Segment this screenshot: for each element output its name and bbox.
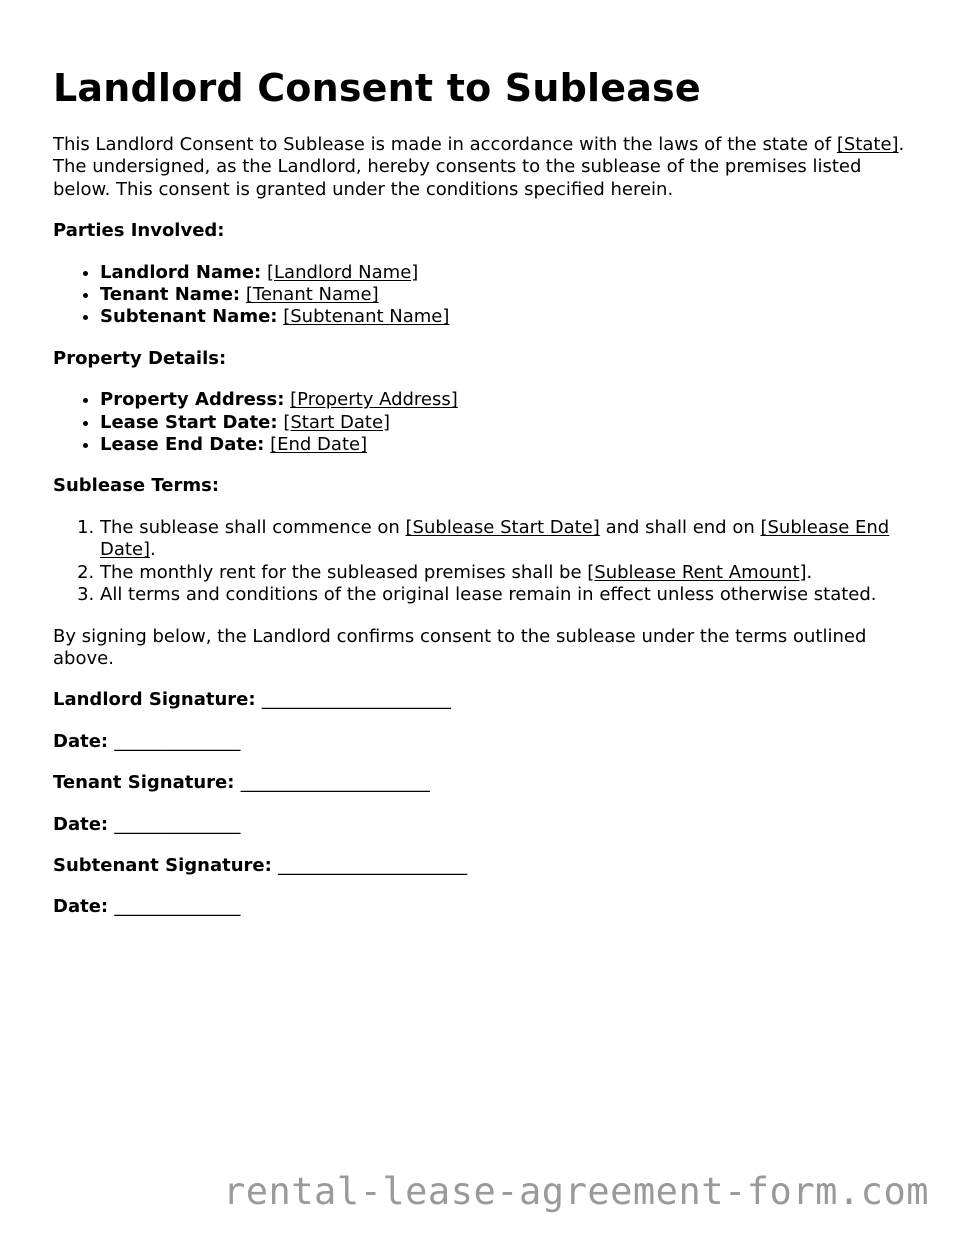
term1-text-b: and shall end on [599, 516, 761, 538]
subtenant-date-blank: ______________ [114, 896, 241, 918]
property-address-label: Property Address: [100, 389, 285, 411]
tenant-name-item [100, 284, 913, 306]
closing-paragraph: By signing below, the Landlord confirms consent to the sublease under the terms outlined above. [53, 625, 867, 669]
property-address-item [100, 389, 913, 411]
subtenant-name-label: Subtenant Name: [100, 306, 278, 328]
landlord-name-item [100, 262, 913, 284]
document-page [53, 62, 913, 938]
state-placeholder: [State] [836, 134, 899, 155]
tenant-name-placeholder: [Tenant Name] [245, 284, 379, 306]
term1-text-a: The sublease shall commence on [100, 516, 406, 538]
lease-end-label: Lease End Date: [100, 434, 265, 456]
parties-heading: Parties Involved: [53, 220, 225, 242]
term-item-1 [100, 517, 913, 562]
subtenant-name-item [100, 306, 913, 328]
landlord-date-label: Date: [53, 730, 109, 752]
terms-heading: Sublease Terms: [53, 475, 220, 497]
tenant-signature-label: Tenant Signature: [53, 772, 235, 794]
tenant-date-label: Date: [53, 813, 109, 835]
property-address-placeholder: [Property Address] [290, 389, 458, 411]
intro-text-a: This Landlord Consent to Sublease is made in accordance with the laws of the state of [53, 134, 837, 155]
intro-paragraph [53, 134, 913, 201]
subtenant-date-label: Date: [53, 896, 109, 918]
lease-start-placeholder: [Start Date] [283, 411, 391, 433]
lease-end-item [100, 434, 913, 456]
landlord-date-line [53, 731, 913, 753]
tenant-signature-blank: _____________________ [240, 772, 430, 794]
property-list [53, 389, 913, 456]
subtenant-signature-label: Subtenant Signature: [53, 854, 272, 876]
term2-text-b: . [806, 561, 813, 583]
landlord-name-placeholder: [Landlord Name] [267, 261, 419, 283]
property-heading: Property Details: [53, 347, 227, 369]
terms-list [53, 517, 913, 607]
landlord-date-blank: ______________ [114, 730, 241, 752]
site-watermark: rental-lease-agreement-form.com [222, 1170, 929, 1213]
lease-start-item [100, 412, 913, 434]
landlord-name-label: Landlord Name: [100, 261, 262, 283]
term1-text-c: . [150, 539, 156, 561]
landlord-signature-line [53, 689, 913, 711]
term-item-3: 3. All terms and conditions of the original lease remain in effect unless otherwise stated. [100, 584, 913, 606]
sublease-rent-placeholder: [Sublease Rent Amount] [587, 561, 807, 583]
lease-start-label: Lease Start Date: [100, 411, 278, 433]
parties-list [53, 262, 913, 329]
intro-text-b: . The undersigned, as the Landlord, hereby consents to the sublease of the premises listed below. This consent is granted under the conditions specified herein. [53, 134, 905, 200]
lease-end-placeholder: [End Date] [270, 434, 368, 456]
landlord-signature-blank: _____________________ [261, 689, 451, 711]
term-item-2 [100, 562, 913, 584]
tenant-signature-line [53, 772, 913, 794]
subtenant-signature-blank: _____________________ [278, 854, 468, 876]
subtenant-name-placeholder: [Subtenant Name] [283, 306, 450, 328]
sublease-start-placeholder: [Sublease Start Date] [405, 516, 600, 538]
tenant-name-label: Tenant Name: [100, 284, 241, 306]
tenant-date-line [53, 814, 913, 836]
subtenant-signature-line [53, 855, 913, 877]
tenant-date-blank: ______________ [114, 813, 241, 835]
subtenant-date-line [53, 896, 913, 918]
document-title: Landlord Consent to Sublease [53, 66, 701, 110]
landlord-signature-label: Landlord Signature: [53, 689, 256, 711]
term2-text-a: The monthly rent for the subleased premises shall be [100, 561, 588, 583]
sublease-end-placeholder: [Sublease End Date] [100, 516, 890, 561]
